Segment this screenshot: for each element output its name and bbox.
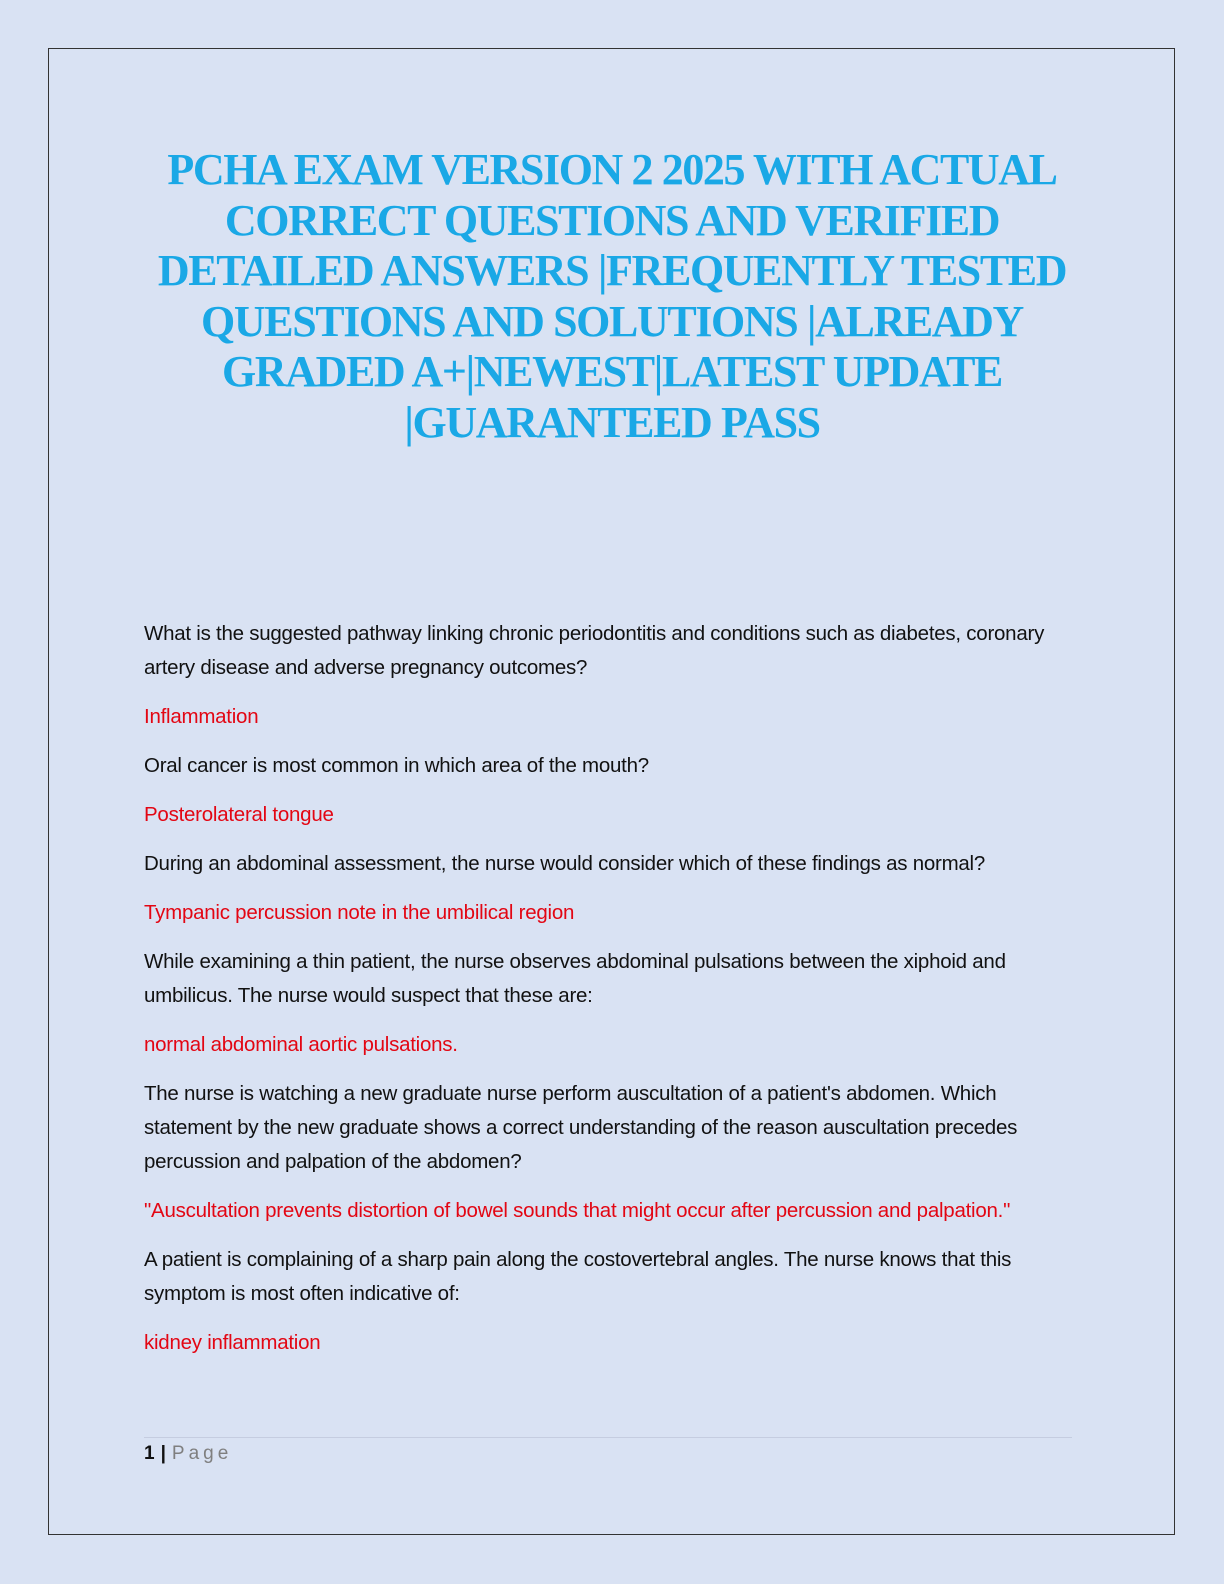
page-number: 1	[144, 1443, 155, 1464]
page-label: Page	[171, 1443, 233, 1464]
answer-6: kidney inflammation	[144, 1331, 321, 1354]
question-4: While examining a thin patient, the nurse observes abdominal pulsations between the xiphoid and umbilicus. The nurse would suspect that these are:	[144, 950, 1006, 1007]
answer-5: "Auscultation prevents distortion of bowel sounds that might occur after percussion and palpation."	[144, 1199, 1011, 1222]
answer-3: Tympanic percussion note in the umbilical region	[144, 901, 575, 924]
answer-1: Inflammation	[144, 705, 259, 728]
question-6: A patient is complaining of a sharp pain along the costovertebral angles. The nurse knows that this symptom is most often indicative of:	[144, 1248, 1012, 1305]
page-footer	[144, 1441, 232, 1467]
answer-2: Posterolateral tongue	[144, 803, 334, 826]
footer-divider	[144, 1437, 1072, 1438]
question-1: What is the suggested pathway linking chronic periodontitis and conditions such as diabetes, coronary artery disease and adverse pregnancy outcomes?	[144, 622, 1045, 679]
question-2: Oral cancer is most common in which area of the mouth?	[144, 754, 649, 777]
qa-list	[144, 617, 1074, 1375]
footer-separator: |	[160, 1443, 166, 1464]
answer-4: normal abdominal aortic pulsations.	[144, 1033, 458, 1056]
document-title: PCHA EXAM VERSION 2 2025 WITH ACTUAL CORRECT QUESTIONS AND VERIFIED DETAILED ANSWERS |FREQUENTLY TESTED QUESTIONS AND SOLUTIONS |ALREADY GRADED A+|NEWEST|LATEST UPDATE |GUARANTEED PASS	[157, 145, 1067, 447]
question-3: During an abdominal assessment, the nurse would consider which of these findings as normal?	[144, 852, 986, 875]
question-5: The nurse is watching a new graduate nurse perform auscultation of a patient's abdomen. Which statement by the new graduate shows a correct understanding of the reason auscultation precedes percussion and palpation of the abdomen?	[144, 1082, 1018, 1173]
